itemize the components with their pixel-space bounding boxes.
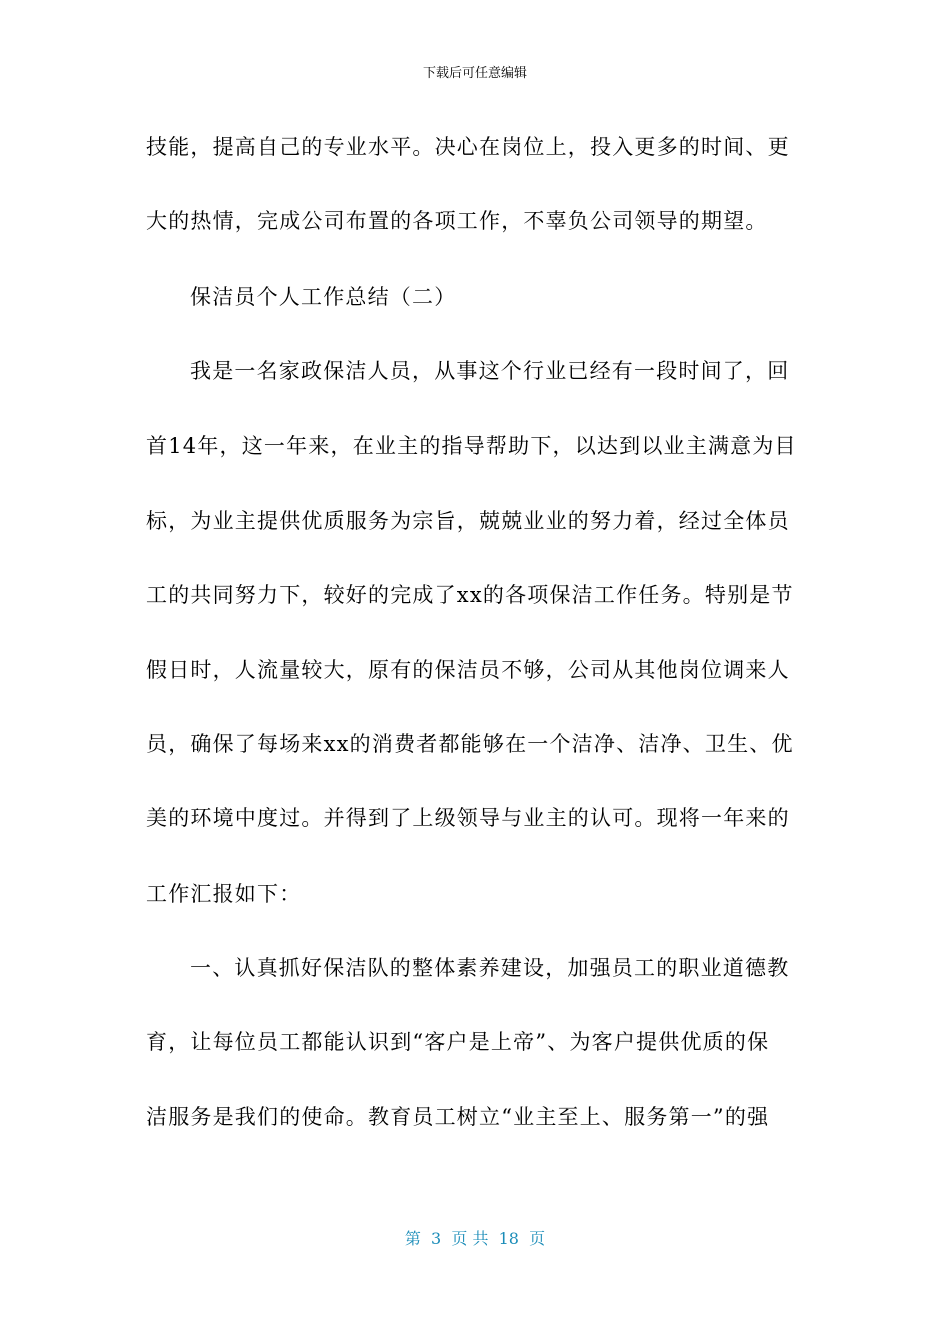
paragraph-line: 工作汇报如下：: [146, 882, 302, 906]
paragraph-line: 育，让每位员工都能认识到“客户是上帝”、为客户提供优质的保: [146, 1030, 770, 1054]
paragraph-line: 我是一名家政保洁人员，从事这个行业已经有一段时间了，回: [190, 359, 790, 383]
paragraph-line: 洁服务是我们的使命。教育员工树立“业主至上、服务第一”的强: [146, 1105, 770, 1129]
paragraph-line: 首14年，这一年来，在业主的指导帮助下，以达到以业主满意为目: [146, 434, 797, 458]
paragraph-line: 大的热情，完成公司布置的各项工作，不辜负公司领导的期望。: [146, 209, 768, 233]
paragraph-line: 假日时，人流量较大，原有的保洁员不够，公司从其他岗位调来人: [146, 658, 790, 682]
page-header: 下载后可任意编辑: [422, 66, 527, 81]
paragraph-line: 一、认真抓好保洁队的整体素养建设，加强员工的职业道德教: [190, 956, 790, 980]
paragraph-line: 员，确保了每场来xx的消费者都能够在一个洁净、洁净、卫生、优: [146, 732, 794, 756]
section-heading: 保洁员个人工作总结（二）: [190, 285, 457, 309]
paragraph-line: 工的共同努力下，较好的完成了xx的各项保洁工作任务。特别是节: [146, 583, 794, 607]
paragraph-line: 美的环境中度过。并得到了上级领导与业主的认可。现将一年来的: [146, 806, 790, 830]
paragraph-line: 技能，提高自己的专业水平。决心在岗位上，投入更多的时间、更: [146, 135, 790, 159]
page-footer: 第 3 页 共 18 页: [404, 1229, 546, 1248]
paragraph-line: 标，为业主提供优质服务为宗旨，兢兢业业的努力着，经过全体员: [146, 509, 790, 533]
